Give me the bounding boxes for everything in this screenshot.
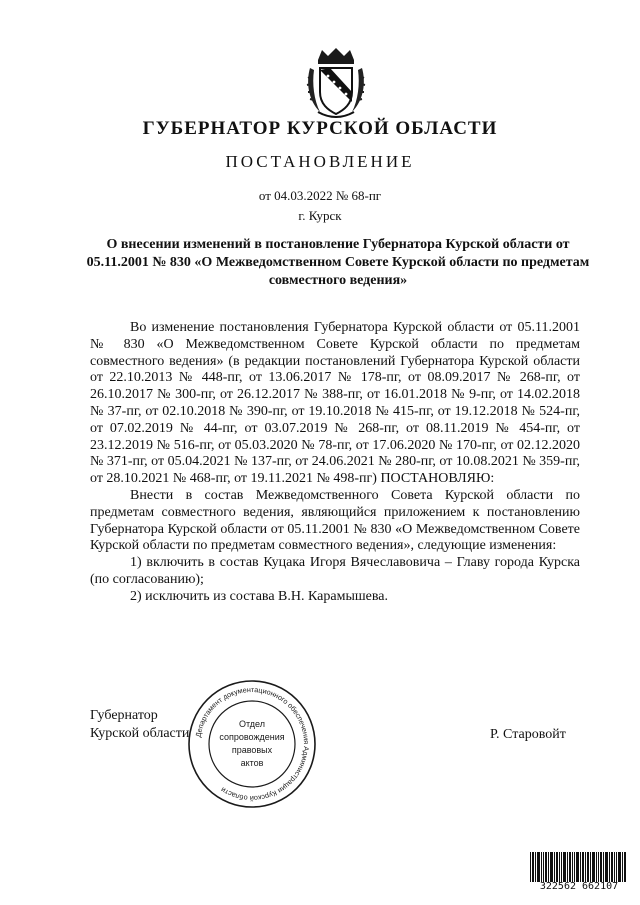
authority-title: ГУБЕРНАТОР КУРСКОЙ ОБЛАСТИ (142, 118, 498, 139)
official-stamp (186, 678, 318, 810)
signatory-position-line1: Губернатор (90, 708, 158, 723)
kursk-coat-of-arms-icon (304, 46, 368, 120)
document-type: ПОСТАНОВЛЕНИЕ (225, 152, 415, 171)
document-city: г. Курск (298, 208, 342, 223)
document-date-number: от 04.03.2022 № 68-пг (258, 188, 382, 203)
body-paragraph: Внести в состав Межведомственного Совета Курской области по предметам совместного ведения, являющийся приложением к постановлению Губернатора Курской области от 05.11.2001 № 830 «О Межведомственном Совете Курской области по предметам совместного ведения», следующие изменения: (90, 487, 580, 554)
document-body (90, 320, 580, 606)
barcode-number: 322562 662107 (539, 881, 619, 892)
body-paragraph: 2) исключить из состава В.Н. Карамышева. (130, 588, 388, 604)
stamp-outer-text: Департамент документационного обеспечения Администрации Курской области (193, 684, 312, 804)
svg-text:Департамент документационного (193, 685, 311, 803)
stamp-inner-line2: сопровождения (219, 732, 285, 742)
signatory-position (90, 707, 189, 743)
stamp-inner-line3: правовых (231, 745, 273, 755)
body-paragraph: Во изменение постановления Губернатора Курской области от 05.11.2001 № 830 «О Межведомственном Совете Курской области по предметам совместного ведения» (в редакции постановлений Губернатора Курской области от 22.10.2013 № 448-пг, от 13.06.2017 № 178-пг, от 08.09.2017 № 268-пг, от 26.10.2017 № 300-пг, от 26.12.2017 № 388-пг, от 16.01.2018 № 9-пг, от 14.02.2018 № 37-пг, от 02.10.2018 № 390-пг, от 19.10.2018 № 415-пг, от 19.12.2018 № 524-пг, от 07.02.2019 № 44-пг, от 03.07.2019 № 268-пг, от 08.11.2019 № 454-пг, от 23.12.2019 № 516-пг, от 05.03.2020 № 78-пг, от 17.06.2020 № 170-пг, от 02.12.2020 № 371-пг, от 05.04.2021 № 137-пг, от 24.06.2021 № 280-пг, от 10.08.2021 № 359-пг, от 28.10.2021 № 468-пг, от 19.11.2021 № 498-пг) ПОСТАНОВЛЯЮ: (90, 320, 580, 487)
document-subject: О внесении изменений в постановление Губернатора Курской области от 05.11.2001 № 830 «О Межведомственном Совете Курской области по предметам совместного ведения» (86, 237, 590, 288)
stamp-inner-line1: Отдел (238, 719, 266, 729)
signatory-position-line2: Курской области (90, 726, 190, 741)
body-paragraph: 1) включить в состав Куцака Игоря Вячеславовича – Главу города Курска (по согласованию); (90, 555, 580, 587)
signatory-name: Р. Старовойт (490, 727, 566, 742)
barcode-icon (530, 852, 626, 882)
stamp-inner-line4: актов (240, 758, 264, 768)
